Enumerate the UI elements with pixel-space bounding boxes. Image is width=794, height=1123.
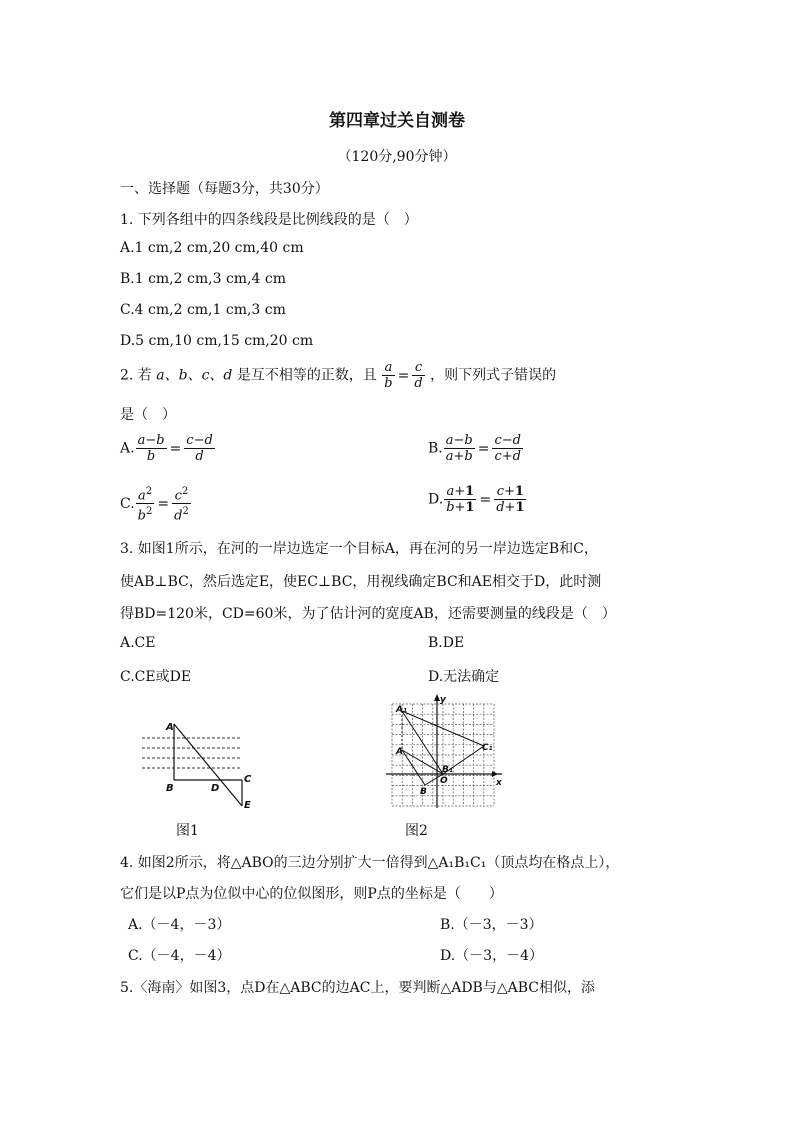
q2-option-d: D. $\frac{a+1}{b+1}$ = $\frac{c+1}{d+1}$ <box>428 484 525 515</box>
q4-option-c: C.（－4，－4） <box>128 948 231 964</box>
x-axis-arrow-icon <box>492 771 498 777</box>
figure-2-grid <box>384 692 506 812</box>
fig1-label-b: B <box>166 783 174 794</box>
fig2-label-o: O <box>440 776 448 786</box>
q2-stem: 2. 若 a、b、c、d 是互不相等的正数，且 $\frac{a}{b}$ = $\frac{c}{d}$ ，则下列式子错误的 <box>120 360 557 391</box>
q2-ratio-right: $\frac{c}{d}$ <box>414 360 423 391</box>
q2-option-c-label: C. <box>120 495 135 512</box>
q3-option-d: D.无法确定 <box>428 669 500 685</box>
q2-stem-a: 2. 若 <box>120 367 152 384</box>
q2-option-b: B. $\frac{a-b}{a+b}$ = $\frac{c-d}{c+d}$ <box>428 433 521 464</box>
segment-ae <box>174 724 242 806</box>
q2-option-a: A. $\frac{a-b}{b}$ = $\frac{c-d}{d}$ <box>120 433 213 464</box>
fig2-label-a1: A₁ <box>396 705 407 715</box>
q2-option-a-label: A. <box>120 440 135 457</box>
q4-line-1: 4. 如图2所示，将△ABO的三边分别扩大一倍得到△A₁B₁C₁（顶点均在格点上）， <box>120 855 620 871</box>
q1-stem: 1. 下列各组中的四条线段是比例线段的是（ ） <box>120 212 418 228</box>
fig2-label-y: y <box>440 695 446 705</box>
q3-option-a: A.CE <box>120 635 156 651</box>
fig2-label-b1: B₁ <box>442 765 453 775</box>
q4-option-d: D.（－3，－4） <box>440 948 543 964</box>
q1-option-a: A.1 cm,2 cm,20 cm,40 cm <box>120 240 304 256</box>
q1-option-b: B.1 cm,2 cm,3 cm,4 cm <box>120 271 286 287</box>
q2-option-c: C. $\frac{a^2}{b^2}$ = $\frac{c^2}{d^2}$ <box>120 486 189 524</box>
fig1-label-c: C <box>244 774 252 785</box>
q1-option-c: C.4 cm,2 cm,1 cm,3 cm <box>120 302 286 318</box>
page-title: 第四章过关自测卷 <box>329 111 465 131</box>
q2-stem-end: 是（ ） <box>120 407 176 423</box>
q3-line-3: 得BD=120米，CD=60米，为了估计河的宽度AB，还需要测量的线段是（ ） <box>120 606 616 622</box>
q3-option-b: B.DE <box>428 635 465 651</box>
q2-stem-c: ，则下列式子错误的 <box>430 367 557 384</box>
section-heading: 一、选择题（每题3分，共30分） <box>120 181 329 197</box>
fig2-label-a: A <box>396 747 403 757</box>
q2-stem-b: 是互不相等的正数，且 <box>236 367 377 384</box>
q2-vars: a、b、c、d <box>156 367 233 384</box>
q2-option-b-label: B. <box>428 440 443 457</box>
q4-option-a: A.（－4，－3） <box>128 917 231 933</box>
figure-2-caption: 图2 <box>405 823 428 839</box>
fig2-label-x: x <box>496 778 502 788</box>
q1-option-d: D.5 cm,10 cm,15 cm,20 cm <box>120 333 314 349</box>
fig2-label-c1: C₁ <box>482 743 493 753</box>
fig2-label-b: B <box>420 787 427 797</box>
q5-line-1: 5.〈海南〉如图3，点D在△ABC的边AC上，要判断△ADB与△ABC相似，添 <box>120 980 595 996</box>
figure-1-caption: 图1 <box>176 823 199 839</box>
q3-line-1: 3. 如图1所示，在河的一岸边选定一个目标A，再在河的另一岸边选定B和C， <box>120 541 598 557</box>
river-dashed-lines <box>142 738 242 768</box>
q3-line-2: 使AB⊥BC，然后选定E，使EC⊥BC，用视线确定BC和AE相交于D，此时测 <box>120 574 602 590</box>
q2-ratio-left: $\frac{a}{b}$ <box>384 360 393 391</box>
fig1-label-d: D <box>211 783 220 794</box>
fig1-label-e: E <box>244 800 251 811</box>
page-subtitle: （120分,90分钟） <box>337 149 457 165</box>
q4-option-b: B.（－3，－3） <box>440 917 543 933</box>
q2-option-d-label: D. <box>428 491 444 508</box>
q4-line-2: 它们是以P点为位似中心的位似图形，则P点的坐标是（ ） <box>120 886 503 902</box>
q3-option-c: C.CE或DE <box>120 669 192 685</box>
figure-1-river <box>138 718 258 813</box>
fig1-label-a: A <box>166 722 174 733</box>
